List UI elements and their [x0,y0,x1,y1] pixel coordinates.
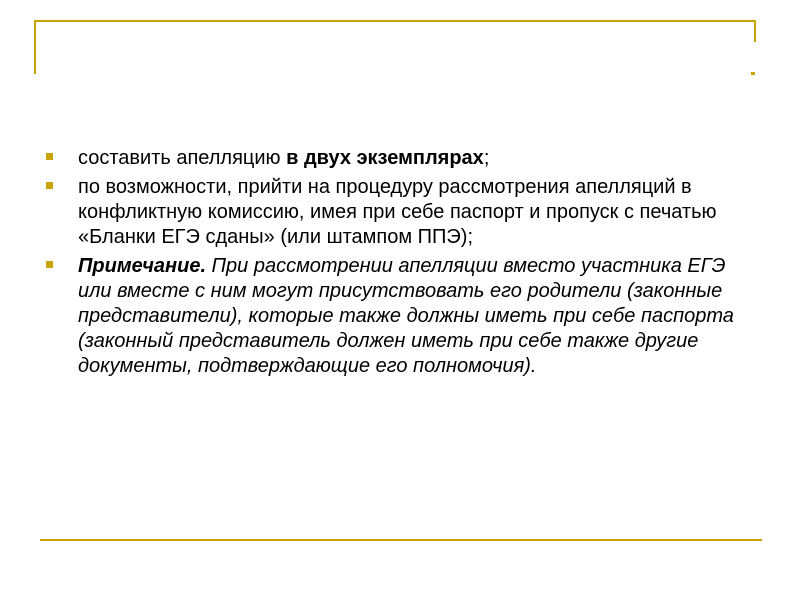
top-border-line [34,20,756,22]
bullet-item-procedure [46,175,746,250]
square-bullet-icon [46,261,53,268]
corner-marker [751,72,755,75]
bullet-item-note [46,254,746,379]
bold-text: в двух экземплярах [286,147,484,169]
right-border-line [754,20,756,42]
bullet-text: по возможности, прийти на процедуру рассмотрения апелляций в конфликтную комиссию, имея при себе паспорт и пропуск с печатью «Бланки ЕГЭ сданы» (или штампом ППЭ); [78,176,717,248]
square-bullet-icon [46,182,53,189]
note-label: Примечание. [78,255,206,277]
note-text: Примечание. При рассмотрении апелляции вместо участника ЕГЭ или вместе с ним могут присутствовать его родители (законные представители), которые также должны иметь при себе паспорта (законный представитель должен иметь при себе также другие документы, подтверждающие его полномочия). [78,255,734,377]
slide-content [46,146,746,383]
bullet-text: составить апелляцию в двух экземплярах; [78,147,490,169]
square-bullet-icon [46,153,53,160]
bottom-border-line [40,539,762,541]
left-border-line [34,20,36,74]
bullet-item-appeal-copies [46,146,746,171]
